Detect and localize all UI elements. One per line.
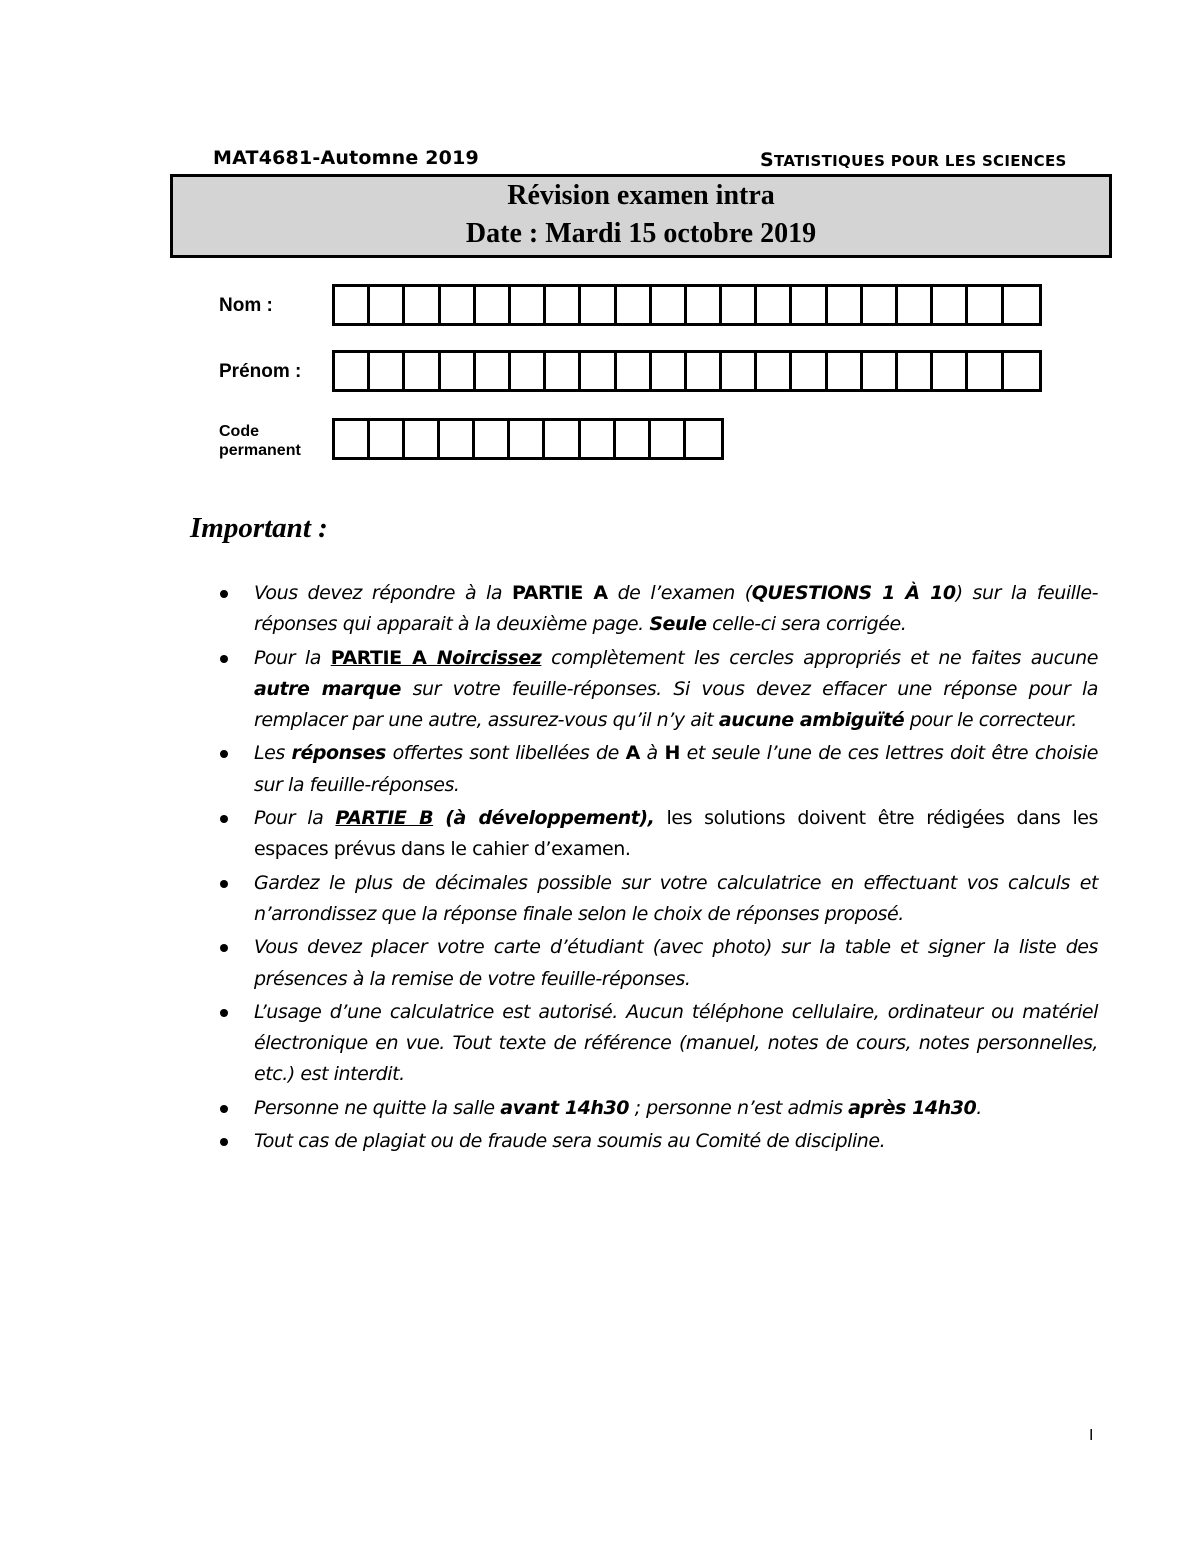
instruction-text: PARTIE B: [335, 807, 434, 830]
subject-rest: TATISTIQUES POUR LES SCIENCES: [773, 152, 1067, 170]
instruction-text: PARTIE A: [511, 582, 608, 604]
bullet-icon: [220, 880, 228, 888]
instruction-text: réponses: [291, 742, 386, 765]
instruction-text: ; personne n’est admis: [629, 1096, 849, 1119]
letter-box[interactable]: [581, 421, 616, 457]
instruction-text: Les: [254, 742, 292, 765]
title-line-1: Révision examen intra: [507, 180, 775, 211]
prenom-input-boxes[interactable]: [332, 350, 1042, 392]
course-code: MAT4681-Automne 2019: [213, 147, 479, 169]
instruction-text: complètement les cercles appropriés et ne faites aucune: [541, 646, 1098, 669]
letter-box[interactable]: [968, 353, 1003, 389]
instruction-text: celle-ci sera corrigée.: [706, 613, 907, 636]
instruction-text: PARTIE A: [330, 646, 437, 669]
code-permanent-label: Code permanent: [219, 423, 301, 459]
nom-label: Nom :: [219, 295, 273, 316]
instruction-item: [216, 1126, 1098, 1157]
letter-box[interactable]: [898, 287, 933, 323]
letter-box[interactable]: [722, 287, 757, 323]
course-subject: [760, 149, 1067, 171]
letter-box[interactable]: [581, 353, 616, 389]
letter-box[interactable]: [933, 353, 968, 389]
instruction-text: avant 14h30: [500, 1096, 629, 1119]
letter-box[interactable]: [863, 287, 898, 323]
letter-box[interactable]: [441, 287, 476, 323]
letter-box[interactable]: [475, 421, 510, 457]
letter-box[interactable]: [546, 353, 581, 389]
letter-box[interactable]: [1004, 353, 1039, 389]
instruction-text: Pour la: [254, 807, 336, 830]
letter-box[interactable]: [335, 353, 370, 389]
instruction-text: (à développement),: [445, 807, 655, 830]
bullet-icon: [220, 1138, 228, 1146]
letter-box[interactable]: [652, 287, 687, 323]
instruction-text: .: [976, 1096, 982, 1119]
instruction-text: Pour la: [254, 646, 331, 669]
letter-box[interactable]: [581, 287, 616, 323]
letter-box[interactable]: [405, 353, 440, 389]
letter-box[interactable]: [335, 287, 370, 323]
nom-input-boxes[interactable]: [332, 284, 1042, 326]
letter-box[interactable]: [511, 353, 546, 389]
instruction-text: H: [664, 742, 680, 765]
bullet-icon: [220, 750, 228, 758]
letter-box[interactable]: [968, 287, 1003, 323]
letter-box[interactable]: [546, 287, 581, 323]
letter-box[interactable]: [405, 287, 440, 323]
letter-box[interactable]: [440, 421, 475, 457]
letter-box[interactable]: [370, 353, 405, 389]
page-number: I: [1089, 1426, 1094, 1444]
instruction-text: ) sur la feuille-réponses qui apparait à la deuxième page.: [254, 582, 1098, 636]
letter-box[interactable]: [616, 421, 651, 457]
instruction-item: [216, 738, 1098, 801]
instruction-text: [433, 807, 445, 829]
instruction-text: les solutions doivent être rédigées dans les espaces prévus dans le cahier d’examen.: [254, 807, 1098, 861]
letter-box[interactable]: [828, 287, 863, 323]
bullet-icon: [220, 1105, 228, 1113]
bullet-icon: [220, 815, 228, 823]
instruction-item: [216, 1093, 1098, 1124]
instruction-text: aucune ambiguïté: [718, 709, 905, 732]
instruction-text: après 14h30: [848, 1096, 977, 1119]
letter-box[interactable]: [476, 287, 511, 323]
bullet-icon: [220, 590, 228, 598]
important-heading: Important :: [190, 512, 328, 544]
letter-box[interactable]: [687, 353, 722, 389]
letter-box[interactable]: [511, 287, 546, 323]
letter-box[interactable]: [757, 287, 792, 323]
instruction-text: Tout cas de plagiat ou de fraude sera soumis au Comité de discipline.: [254, 1130, 886, 1153]
instruction-text: QUESTIONS 1 À 10: [751, 582, 956, 604]
instruction-text: à: [639, 742, 665, 765]
letter-box[interactable]: [687, 287, 722, 323]
letter-box[interactable]: [370, 287, 405, 323]
letter-box[interactable]: [792, 353, 827, 389]
letter-box[interactable]: [1004, 287, 1039, 323]
letter-box[interactable]: [545, 421, 580, 457]
letter-box[interactable]: [757, 353, 792, 389]
letter-box[interactable]: [722, 353, 757, 389]
instruction-text: Seule: [649, 613, 707, 636]
instruction-text: Personne ne quitte la salle: [254, 1096, 501, 1119]
instruction-item: [216, 803, 1098, 866]
bullet-icon: [220, 1009, 228, 1017]
letter-box[interactable]: [335, 421, 370, 457]
instruction-item: [216, 643, 1098, 737]
instruction-text: autre marque: [254, 677, 401, 700]
instruction-text: Gardez le plus de décimales possible sur votre calculatrice en effectuant vos calculs et n’arrondissez que la réponse finale selon le choix de réponses proposé.: [254, 871, 1098, 925]
instruction-text: de l’examen (: [607, 582, 752, 604]
instruction-text: Noircissez: [436, 646, 542, 669]
instruction-item: [216, 997, 1098, 1091]
instruction-item: [216, 868, 1098, 931]
bullet-icon: [220, 944, 228, 952]
letter-box[interactable]: [828, 353, 863, 389]
letter-box[interactable]: [898, 353, 933, 389]
letter-box[interactable]: [933, 287, 968, 323]
title-box: [170, 174, 1112, 258]
instruction-text: sur votre feuille-réponses. Si vous devez effacer une réponse pour la remplacer par une autre, assurez-vous qu’il n’y ait: [254, 677, 1099, 732]
letter-box[interactable]: [617, 287, 652, 323]
instruction-item: [216, 932, 1098, 995]
instruction-text: A: [625, 742, 640, 765]
instruction-text: offertes sont libellées de: [385, 742, 626, 765]
instructions-list: [216, 578, 1098, 1159]
letter-box[interactable]: [617, 353, 652, 389]
letter-box[interactable]: [652, 353, 687, 389]
letter-box[interactable]: [510, 421, 545, 457]
instruction-text: Vous devez répondre à la: [254, 582, 512, 604]
letter-box[interactable]: [476, 353, 511, 389]
instruction-text: L’usage d’une calculatrice est autorisé. Aucun téléphone cellulaire, ordinateur ou matériel électronique en vue. Tout texte de référence (manuel, notes de cours, notes personnelles, etc.) est interdit.: [254, 1000, 1098, 1086]
instruction-item: [216, 578, 1098, 641]
code-permanent-input-boxes[interactable]: [332, 418, 724, 460]
letter-box[interactable]: [792, 287, 827, 323]
letter-box[interactable]: [651, 421, 686, 457]
title-line-2: Date : Mardi 15 octobre 2019: [465, 218, 817, 249]
instruction-text: et seule l’une de ces lettres doit être choisie sur la feuille-réponses.: [254, 742, 1098, 796]
bullet-icon: [220, 655, 228, 663]
letter-box[interactable]: [686, 421, 721, 457]
letter-box[interactable]: [863, 353, 898, 389]
instruction-text: Vous devez placer votre carte d’étudiant (avec photo) sur la table et signer la liste des présences à la remise de votre feuille-réponses.: [254, 936, 1098, 990]
letter-box[interactable]: [441, 353, 476, 389]
instruction-text: pour le correcteur.: [904, 709, 1077, 732]
subject-initial: S: [760, 149, 774, 171]
letter-box[interactable]: [405, 421, 440, 457]
prenom-label: Prénom :: [219, 361, 302, 382]
letter-box[interactable]: [370, 421, 405, 457]
